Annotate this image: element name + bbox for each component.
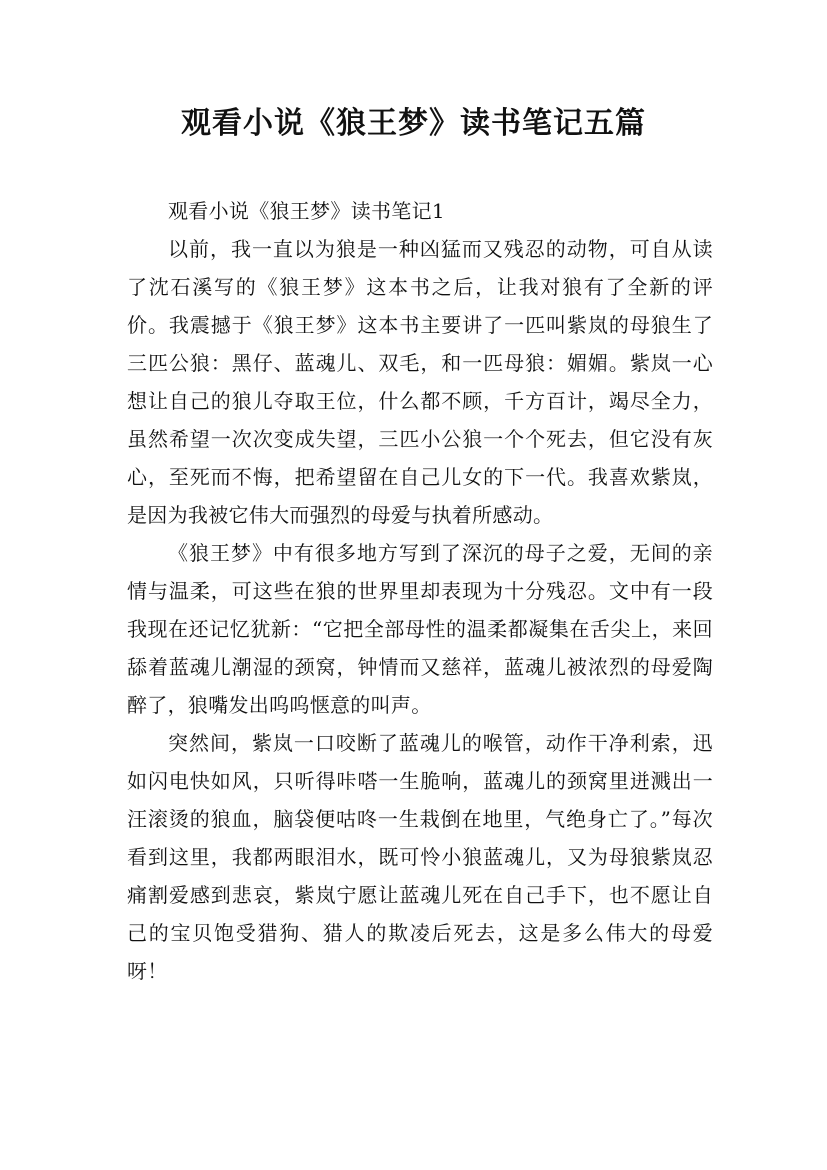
body-paragraph: 以前，我一直以为狼是一种凶猛而又残忍的动物，可自从读了沈石溪写的《狼王梦》这本书之后，让我对狼有了全新的评价。我震撼于《狼王梦》这本书主要讲了一匹叫紫岚的母狼生了三匹公狼：黑仔、蓝魂儿、双毛，和一匹母狼：媚媚。紫岚一心想让自己的狼儿夺取王位，什么都不顾，千方百计，竭尽全力，虽然希望一次次变成失望，三匹小公狼一个个死去，但它没有灰心，至死而不悔，把希望留在自己儿女的下一代。我喜欢紫岚，是因为我被它伟大而强烈的母爱与执着所感动。 xyxy=(127,237,713,527)
body-paragraph: 《狼王梦》中有很多地方写到了深沉的母子之爱，无间的亲情与温柔，可这些在狼的世界里却表现为十分残忍。文中有一段我现在还记忆犹新：“它把全部母性的温柔都凝集在舌尖上，来回舔着蓝魂儿潮湿的颈窝，钟情而又慈祥，蓝魂儿被浓烈的母爱陶醉了，狼嘴发出呜呜惬意的叫声。 xyxy=(127,541,713,717)
document-title: 观看小说《狼王梦》读书笔记五篇 xyxy=(181,106,646,141)
section-heading: 观看小说《狼王梦》读书笔记1 xyxy=(168,199,445,223)
document-body xyxy=(127,192,713,990)
body-paragraph: 突然间，紫岚一口咬断了蓝魂儿的喉管，动作干净利索，迅如闪电快如风，只听得咔嗒一生脆响，蓝魂儿的颈窝里迸溅出一汪滚烫的狼血，脑袋便咕咚一生栽倒在地里，气绝身亡了。”每次看到这里，我都两眼泪水，既可怜小狼蓝魂儿，又为母狼紫岚忍痛割爱感到悲哀，紫岚宁愿让蓝魂儿死在自己手下，也不愿让自己的宝贝饱受猎狗、猎人的欺凌后死去，这是多么伟大的母爱呀！ xyxy=(127,731,713,983)
